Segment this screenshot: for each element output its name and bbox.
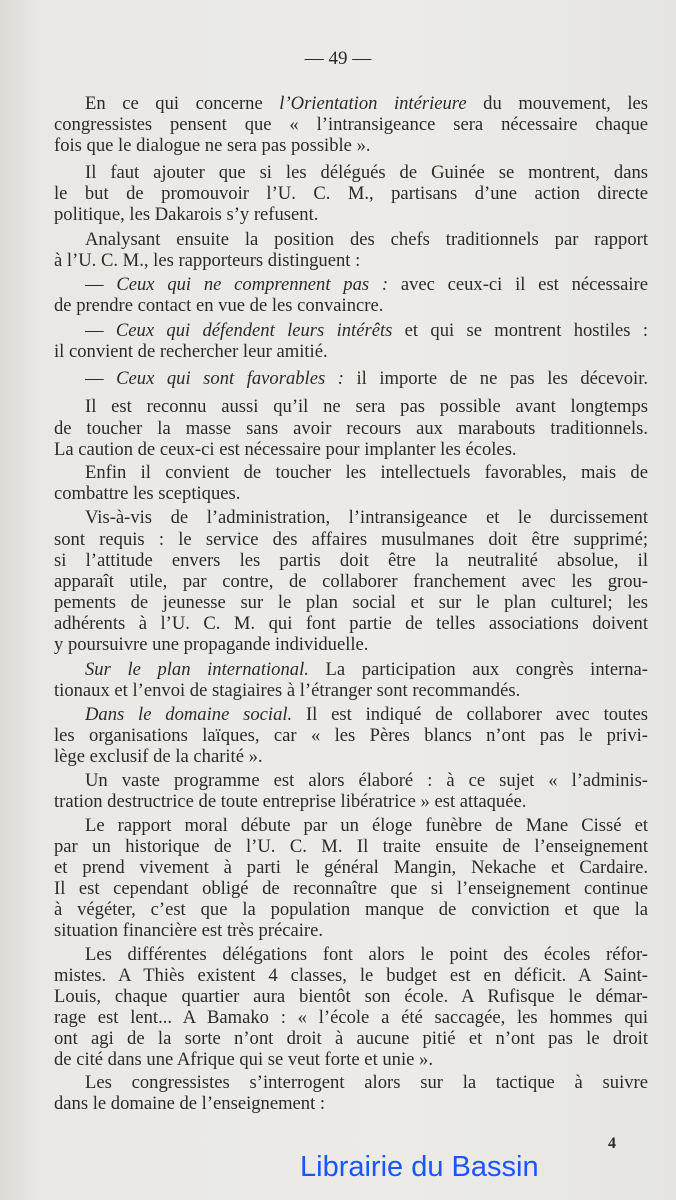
text: apparaît utile, par contre, de collaborer franchement avec les grou- (54, 571, 648, 592)
text: Il est reconnu aussi qu’il ne sera pas possible avant longtemps (85, 396, 648, 417)
text-line (54, 295, 648, 316)
text: En ce qui concerne (85, 93, 280, 114)
text-line (85, 162, 648, 183)
text-line (85, 274, 648, 295)
text: Les congressistes s’interrogent alors sur la tactique à suivre (85, 1072, 648, 1093)
text: Louis, chaque quartier aura bientôt son école. A Rufisque le démar- (54, 986, 648, 1007)
text-line (54, 965, 648, 986)
italic-text: Ceux qui défendent leurs intérêts (115, 320, 393, 341)
text: le but de promouvoir l’U. C. M., partisans d’une action directe (54, 183, 648, 204)
signature-mark: 4 (608, 1135, 616, 1152)
text: pements de jeunesse sur le plan social et sur le plan culturel; les (54, 592, 648, 613)
text-line (54, 571, 648, 592)
text: mistes. A Thiès existent 4 classes, le budget est en déficit. A Saint- (54, 965, 648, 986)
italic-text: Ceux qui ne comprennent pas : (116, 274, 389, 295)
text-line (54, 204, 648, 225)
text-line (85, 659, 648, 680)
text-line (54, 439, 648, 460)
italic-text: Sur le plan international. (85, 659, 309, 680)
text-line (54, 899, 648, 920)
text: sont requis : le service des affaires musulmanes doit être supprimé; (54, 529, 648, 550)
text-line (54, 550, 648, 571)
text-line (54, 634, 648, 655)
text: si l’attitude envers les partis doit être la neutralité absolue, il (54, 550, 648, 571)
text: Il faut ajouter que si les délégués de Guinée se montrent, dans (85, 162, 648, 183)
italic-text: l’Orientation intérieure (279, 93, 467, 114)
text: — (85, 368, 117, 389)
text-line (54, 920, 648, 941)
text-line (85, 93, 648, 114)
text: il convient de rechercher leur amitié. (54, 341, 328, 362)
text-line (54, 613, 648, 634)
text: La caution de ceux-ci est nécessaire pour implanter les écoles. (54, 439, 517, 460)
text: Vis-à-vis de l’administration, l’intransigeance et le durcissement (85, 507, 648, 528)
text-line (54, 746, 648, 767)
text-line (54, 1049, 648, 1070)
text-line (54, 986, 648, 1007)
text: Un vaste programme est alors élaboré : à ce sujet « l’adminis- (85, 770, 648, 791)
text-line (85, 770, 648, 791)
text: La participation aux congrès interna- (308, 659, 648, 680)
text-line (54, 529, 648, 550)
text: de cité dans une Afrique qui se veut forte et unie ». (54, 1049, 433, 1070)
text-line (54, 878, 648, 899)
text-line (85, 944, 648, 965)
text: à l’U. C. M., les rapporteurs distinguent : (54, 250, 361, 271)
text-line (54, 791, 648, 812)
text-line (54, 836, 648, 857)
text: lège exclusif de la charité ». (54, 746, 263, 767)
text-line (54, 1007, 648, 1028)
text: les organisations laïques, car « les Pères blancs n’ont pas le privi- (54, 725, 648, 746)
text: dans le domaine de l’enseignement : (54, 1093, 326, 1114)
text-line (85, 815, 648, 836)
text-line (85, 462, 648, 483)
text: de prendre contact en vue de les convaincre. (54, 295, 384, 316)
text: Enfin il convient de toucher les intellectuels favorables, mais de (85, 462, 648, 483)
text: tionaux et l’envoi de stagiaires à l’étranger sont recommandés. (54, 680, 521, 701)
text-line (85, 368, 648, 389)
italic-text: Dans le domaine social. (85, 704, 293, 725)
text-line (85, 396, 648, 417)
text: rage est lent... A Bamako : « l’école a été saccagée, les hommes qui (54, 1007, 648, 1028)
text: ont agi de la sorte n’ont droit à aucune pitié et n’ont pas le droit (54, 1028, 648, 1049)
text: — (85, 274, 117, 295)
text: congressistes pensent que « l’intransigeance sera nécessaire chaque (54, 114, 648, 135)
text: avec ceux-ci il est nécessaire (388, 274, 648, 295)
text: à végéter, c’est que la population manque de conviction et que la (54, 899, 648, 920)
text-line (54, 114, 648, 135)
text: combattre les sceptiques. (54, 483, 241, 504)
text: tration destructrice de toute entreprise libératrice » est attaquée. (54, 791, 527, 812)
text-line (54, 341, 648, 362)
text: Il est cependant obligé de reconnaître que si l’enseignement continue (54, 878, 648, 899)
text: Les différentes délégations font alors le point des écoles réfor- (85, 944, 648, 965)
text-line (85, 704, 648, 725)
text-line (54, 857, 648, 878)
text: — (85, 320, 116, 341)
watermark: Librairie du Bassin (300, 1151, 539, 1183)
text: Analysant ensuite la position des chefs traditionnels par rapport (85, 229, 648, 250)
text-line (54, 1028, 648, 1049)
text-line (54, 725, 648, 746)
text: il importe de ne pas les décevoir. (343, 368, 648, 389)
text-line (54, 135, 648, 156)
text-line (54, 418, 648, 439)
text-line (54, 1093, 648, 1114)
text: de toucher la masse sans avoir recours aux marabouts traditionnels. (54, 418, 648, 439)
text: du mouvement, les (466, 93, 648, 114)
text: par un historique de l’U. C. M. Il traite ensuite de l’enseignement (54, 836, 648, 857)
running-header-page-number: — 49 — (304, 48, 372, 69)
text-line (85, 507, 648, 528)
text-line (54, 183, 648, 204)
text: et qui se montrent hostiles : (392, 320, 648, 341)
text: et prend vivement à parti le général Mangin, Nekache et Cardaire. (54, 857, 648, 878)
italic-text: Ceux qui sont favorables : (116, 368, 344, 389)
text: adhérents à l’U. C. M. qui font partie de telles associations doivent (54, 613, 648, 634)
text-line (85, 1072, 648, 1093)
text-line (54, 483, 648, 504)
text: y poursuivre une propagande individuelle. (54, 634, 369, 655)
text: fois que le dialogue ne sera pas possible ». (54, 135, 371, 156)
text-line (54, 592, 648, 613)
text: situation financière est très précaire. (54, 920, 323, 941)
text-line (85, 320, 648, 341)
text: Il est indiqué de collaborer avec toutes (292, 704, 648, 725)
text-line (85, 229, 648, 250)
text-line (54, 250, 648, 271)
text: politique, les Dakarois s’y refusent. (54, 204, 319, 225)
text-line (54, 680, 648, 701)
text: Le rapport moral débute par un éloge funèbre de Mane Cissé et (85, 815, 648, 836)
